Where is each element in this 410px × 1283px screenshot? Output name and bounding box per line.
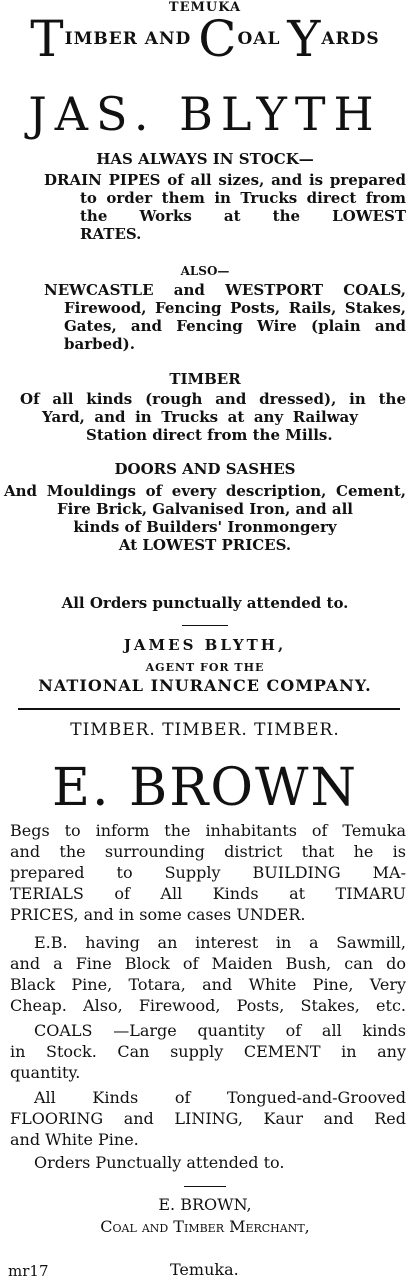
drain-line: DRAIN PIPES of all sizes, and is prepared <box>44 171 406 189</box>
coal-line-wrap <box>44 299 406 353</box>
drain-line: to order them in Trucks direct from <box>80 189 406 207</box>
heading-initial-y: Y <box>287 10 322 68</box>
p1-line: Begs to inform the inhabitants of Temuka <box>10 821 406 840</box>
heading-word-coal: OAL <box>237 29 288 49</box>
drain-pipes-block <box>44 171 406 243</box>
p4-line: All Kinds of Tongued-and-Grooved <box>34 1088 406 1107</box>
heading-initial-t: T <box>30 10 65 68</box>
p3-line: in Stock. Can supply CEMENT in any <box>10 1042 406 1061</box>
ad1-signature: JAMES BLYTH, <box>123 636 287 654</box>
ad2-orders-line: Orders Punctually attended to. <box>34 1153 285 1172</box>
p2-line: E.B. having an interest in a Sawmill, <box>34 933 406 952</box>
doors-line: Fire Brick, Galvanised Iron, and all <box>57 500 353 518</box>
insertion-code: mr17 <box>8 1262 49 1280</box>
coals-block <box>44 281 406 353</box>
p3-line: quantity. <box>10 1063 81 1082</box>
doors-title: DOORS AND SASHES <box>114 460 296 478</box>
coal-line: NEWCASTLE and WESTPORT COALS, <box>44 281 406 299</box>
p4-line: and White Pine. <box>10 1130 139 1149</box>
timber-title: TIMBER <box>169 370 241 388</box>
p1-line: prepared to Supply BUILDING MA- <box>10 863 406 882</box>
orders-line: All Orders punctually attended to. <box>61 594 349 612</box>
timber-line: Station direct from the Mills. <box>86 426 333 444</box>
coal-line: barbed). <box>64 335 135 353</box>
p1-line: and the surrounding district that he is <box>10 842 406 861</box>
drain-line-wrap <box>44 189 406 243</box>
ad2-signature-title: Coal and Timber Merchant, <box>100 1217 310 1236</box>
stock-title: HAS ALWAYS IN STOCK— <box>96 150 314 168</box>
p2-line: Black Pine, Totara, and White Pine, Very <box>10 975 406 994</box>
insurance-company: NATIONAL INURANCE COMPANY. <box>38 676 372 695</box>
coal-line: Firewood, Fencing Posts, Rails, Stakes, <box>64 299 406 317</box>
timber-line-wrap <box>20 408 358 426</box>
p3-line: COALS —Large quantity of all kinds <box>34 1021 406 1040</box>
timber-line: Yard, and in Trucks at any Railway <box>42 408 358 426</box>
p2-line: and a Fine Block of Maiden Bush, can do <box>10 954 406 973</box>
ad1-place: TEMUKA <box>168 0 242 15</box>
ad2-timber-banner: TIMBER. TIMBER. TIMBER. <box>70 720 340 740</box>
p1-line: PRICES, and in some cases UNDER. <box>10 905 306 924</box>
heading-word-yards: ARDS <box>321 29 380 49</box>
ad1-heading <box>0 10 410 68</box>
heading-initial-c: C <box>198 10 238 68</box>
ad2-paragraph-4 <box>10 1087 406 1150</box>
short-divider <box>182 625 228 626</box>
heading-word-timber: IMBER AND <box>64 29 199 49</box>
also-label: ALSO— <box>180 264 230 278</box>
p1-line: TERIALS of All Kinds at TIMARU <box>10 884 406 903</box>
ad1-merchant-name: JAS. BLYTH <box>28 87 382 141</box>
coal-line: Gates, and Fencing Wire (plain and <box>64 317 406 335</box>
agent-for-label: AGENT FOR THE <box>145 661 265 674</box>
doors-block <box>4 482 406 554</box>
doors-line: And Mouldings of every description, Cement, <box>4 482 406 500</box>
ad2-paragraph-1 <box>10 820 406 925</box>
timber-block <box>20 390 406 444</box>
drain-line: the Works at the LOWEST <box>80 207 406 225</box>
ad2-signature-name: E. BROWN, <box>158 1195 252 1214</box>
p2-line: Cheap. Also, Firewood, Posts, Stakes, etc. <box>10 996 406 1015</box>
ad2-merchant-name: E. BROWN <box>52 758 358 818</box>
ad-separator-rule <box>18 708 400 710</box>
p4-line: FLOORING and LINING, Kaur and Red <box>10 1109 406 1128</box>
drain-line: RATES. <box>80 225 142 243</box>
timber-line: Of all kinds (rough and dressed), in the <box>20 390 406 408</box>
doors-line: kinds of Builders' Ironmongery <box>73 518 337 536</box>
ad2-signature-place: Temuka. <box>170 1260 239 1279</box>
ad2-paragraph-3 <box>10 1020 406 1083</box>
ad2-paragraph-2 <box>10 932 406 1016</box>
short-divider-2 <box>184 1186 226 1187</box>
doors-line: At LOWEST PRICES. <box>118 536 292 554</box>
